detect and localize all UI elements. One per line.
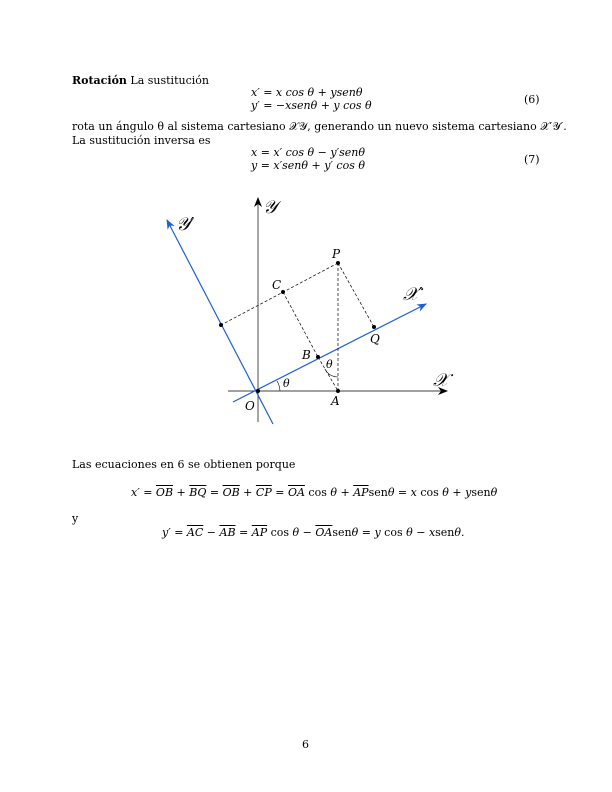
eq6-line1: x′ = x cos θ + ysenθ [251, 86, 363, 99]
label-q: Q [370, 332, 380, 346]
page-number: 6 [302, 738, 309, 751]
label-theta-b: θ [326, 358, 333, 371]
eq7-line2: y = x′senθ + y′ cos θ [251, 159, 365, 172]
section-heading: Rotación [72, 74, 127, 87]
eq8: $x' = \overline{OB} + \overline{BQ} = \overline{OB} + \overline{CP} = \overline{OA}$ $\cos \theta + \overline{AP}sen\theta = x$ cos θ + ysenθ [131, 486, 498, 499]
eq9: $y' = \overline{AC} - \overline{AB} = \overline{AP}$ $\cos \theta - \overline{OA}sen\theta = y$ cos θ − xsenθ. [162, 526, 465, 539]
eq6-number: (6) [524, 93, 540, 106]
label-y-axis: 𝒴 [263, 197, 278, 218]
eq6-line2: y′ = −xsenθ + y cos θ [251, 99, 372, 112]
dashed-c-to-b [283, 292, 318, 357]
label-xprime-axis: 𝒳′ [403, 284, 423, 305]
label-c: C [272, 278, 282, 292]
point-q [372, 325, 376, 329]
para2: Las ecuaciones en 6 se obtienen porque [72, 458, 296, 471]
label-b: B [302, 348, 311, 362]
point-yprime-proj [219, 323, 223, 327]
label-o: O [245, 399, 255, 413]
label-p: P [332, 247, 341, 261]
point-p [336, 261, 340, 265]
dashed-p-to-yprime [221, 263, 338, 325]
para1-line1: rota un ángulo θ al sistema cartesiano 𝒳𝒴, generando un nuevo sistema cartesiano 𝒳′𝒴′. [72, 120, 567, 133]
label-theta-origin: θ [283, 377, 290, 390]
point-o [256, 389, 260, 393]
y-prime-axis [167, 220, 273, 424]
intro-text: La sustitución [130, 74, 209, 87]
label-x-axis: 𝒳 [433, 370, 449, 391]
x-prime-axis [233, 304, 426, 402]
point-b [316, 355, 320, 359]
eq7-number: (7) [524, 153, 540, 166]
point-a [336, 389, 340, 393]
conj: y [72, 512, 79, 525]
label-yprime-axis: 𝒴′ [176, 214, 195, 235]
dashed-p-to-q [338, 263, 374, 327]
para1-line2: La sustitución inversa es [72, 134, 211, 147]
angle-arc-origin [277, 381, 280, 391]
point-c [281, 290, 285, 294]
label-a: A [331, 394, 340, 408]
eq7-line1: x = x′ cos θ − y′senθ [251, 146, 365, 159]
